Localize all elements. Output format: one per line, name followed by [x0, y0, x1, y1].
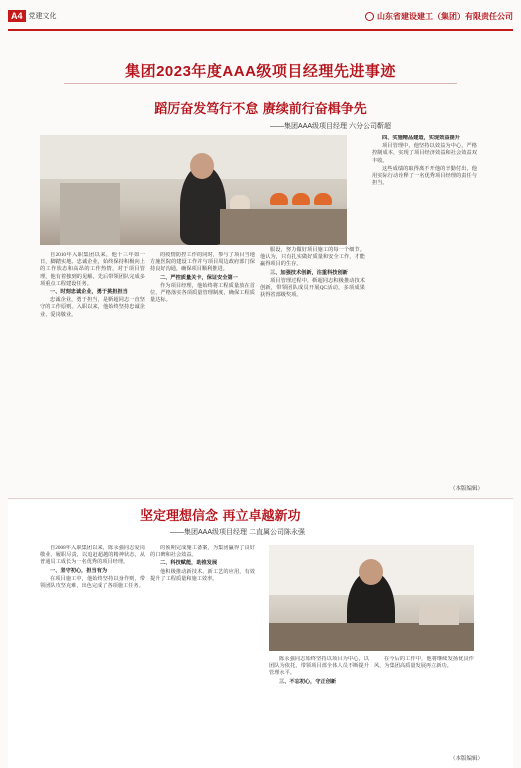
company-logo-icon [365, 12, 374, 21]
article2-col2-para-1: 的预期完成施工备案，为集团赢得了良好的口碑和社会效益。 [150, 545, 255, 559]
article1-column-1 [40, 252, 145, 492]
article2-column-4 [374, 656, 474, 756]
article2-title: 坚定理想信念 再立卓越新功 [140, 509, 301, 524]
banner-rule [64, 83, 457, 84]
article2-col2-para-2: 他积极推动新技术、新工艺的应用，有效提升了工程质量和施工效率。 [150, 568, 255, 582]
article1-title: 蹈厉奋发笃行不怠 赓续前行奋楫争先 [154, 102, 367, 117]
publisher-name: 山东省建设建工（集团）有限责任公司 [377, 11, 513, 21]
article2-column-3 [269, 656, 369, 761]
article2-photo [269, 545, 474, 651]
article1-byline: ——集团AAA级项目经理 六分公司靳超 [270, 123, 391, 130]
article2-editor-note: （本版编辑） [450, 756, 484, 762]
article1-col1-para-2: 忠诚企业，勇于担当，是靳超同志一直坚守的工作原则。入职以来，他始终坚持忠诚企业、爱岗敬业。 [40, 297, 145, 318]
article2-col2-heading: 二、科技赋能，助推发展 [160, 560, 218, 567]
article1-col4-para-1: 项目管理中，他坚持以效益为中心，严格控制成本，实现了项目经济效益和社会效益双丰收。 [372, 143, 477, 164]
article2-col4-para: 在今后的工作中，他将继续发扬优良作风，为集团高质量发展再立新功。 [374, 656, 474, 670]
page-banner-title: 集团2023年度AAA级项目经理先进事迹 [125, 63, 396, 80]
article2-column-2 [150, 545, 255, 760]
article2-col1-heading: 一、坚守初心，担当有为 [50, 567, 108, 574]
article1-col1-para-1: 自2010年入职集团以来，他十三年如一日，脚踏实地、忠诚企业，始终保持积极向上的工作状态和高昂的工作热情，对于项目管理，他有着独到的见解，先后带领团队完成多项重点工程建设任务。 [40, 252, 145, 287]
header-rule [8, 29, 513, 31]
article1-col4-heading: 四、实施精品建造，实现效益提升 [382, 135, 460, 141]
article1-col4-para-2: 这些成绩的取得离不开他的辛勤付出，他用实际行动诠释了一名优秀项目经理的责任与担当。 [372, 165, 477, 187]
article1-col3-heading: 三、加强技术创新，注重科技创新 [270, 269, 348, 276]
section-name: 党建文化 [28, 13, 57, 20]
article1-col2-para-1: 的疫情防控工作的同时，参与了项目当地方施医院的建设工作并与项目周边政府部门保持良好沟通，确保项目顺利推进。 [150, 252, 255, 273]
article1-column-2 [150, 252, 255, 492]
article1-col1-heading: 一、时刻忠诚企业，勇于挑担担当 [50, 289, 128, 296]
article1-column-3 [260, 135, 365, 492]
article1-editor-note: （本版编辑） [450, 486, 484, 492]
article2-byline: ——集团AAA级项目经理 二直属公司陈永强 [170, 529, 305, 536]
article1-col2-heading: 二、严控质量关卡，保证安全第一 [160, 274, 238, 281]
article2-col3-para-1: 陈永强同志始终坚持以项目为中心，以团队为依托，带领项目部全体人员不断提升管理水平。 [269, 656, 369, 677]
article2-col1-para-1: 自2008年入职集团以来，陈永强同志爱岗敬业、履职尽责，以追赶超越的精神状态，从普通员工成长为一名优秀的项目经理。 [40, 545, 145, 566]
article2-col1-para-2: 在项目施工中，他始终坚持以身作则，带领团队攻坚克难，出色完成了各项施工任务。 [40, 575, 145, 590]
page-number: A4 [8, 10, 26, 22]
article1-col2-para-2: 作为项目经理，他始终将工程质量放在首位，严格落实各项质量管理制度，确保工程质量达标。 [150, 282, 255, 304]
article2-column-1 [40, 545, 145, 760]
header-left [8, 10, 57, 22]
page-header [8, 6, 513, 26]
section-divider [8, 498, 513, 499]
article1-col3-para-1: 服设，努力做好项目施工的每一个细节。他认为，只有扎实做好质量和安全工作，才能赢得项目的生存。 [260, 247, 365, 268]
article2-col3-heading: 三、不忘初心，守正创新 [279, 678, 337, 685]
header-right [365, 11, 513, 22]
article1-column-4 [372, 135, 477, 480]
article1-col3-para-2: 项目管理过程中，靳超同志积极推动技术创新，带领团队成员开展QC活动，多项成果获得省部级奖项。 [260, 277, 365, 299]
